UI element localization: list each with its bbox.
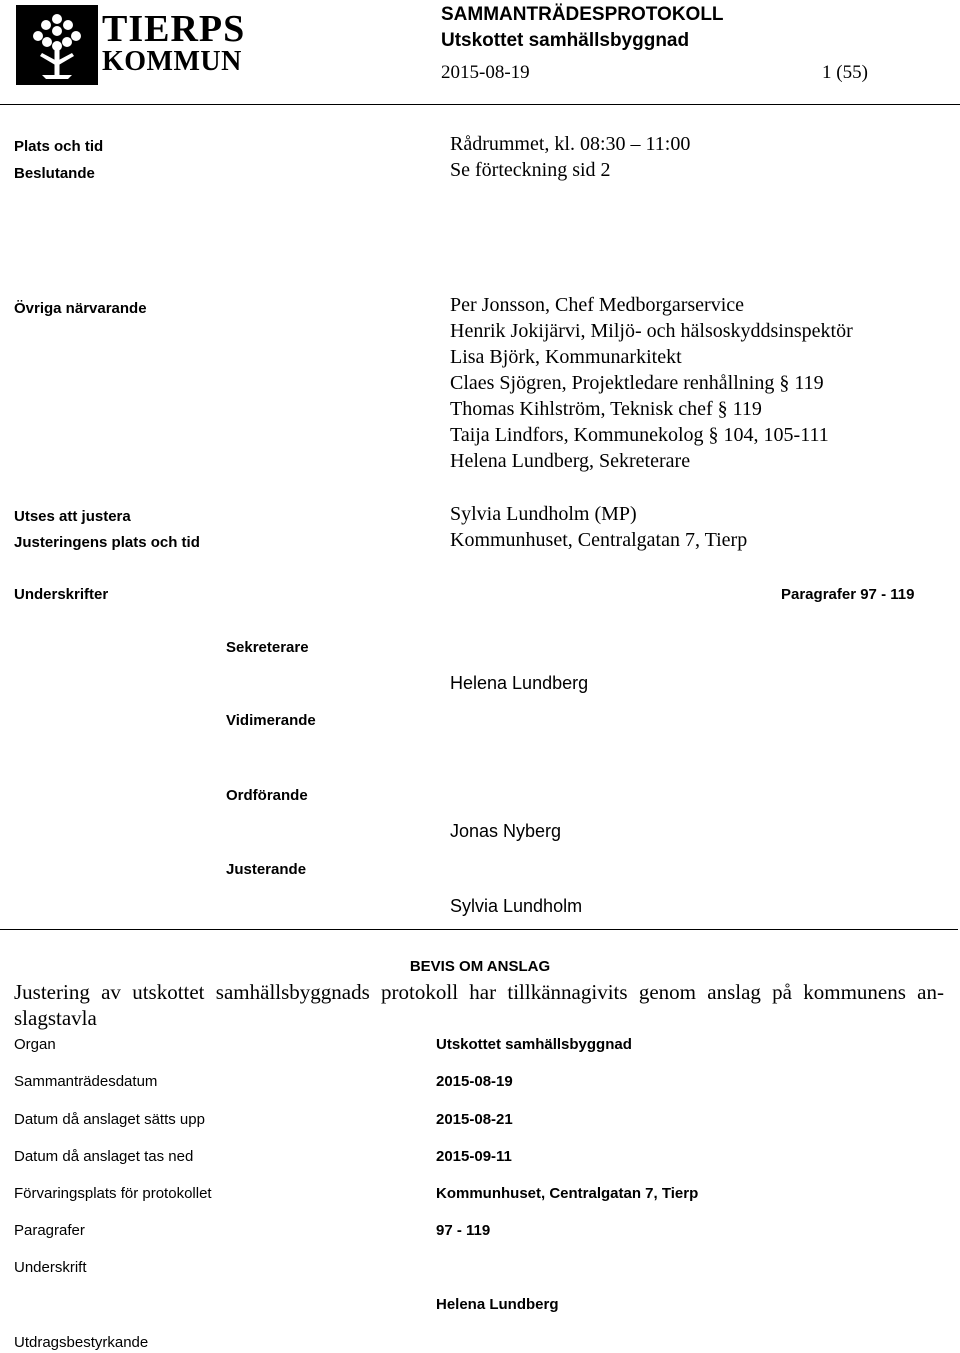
attesting-label: Vidimerande <box>226 712 316 729</box>
adjust-place-label: Justeringens plats och tid <box>14 534 200 551</box>
meeting-date-label: Sammanträdesdatum <box>14 1073 158 1090</box>
deciding-value: Se förteckning sid 2 <box>450 159 611 181</box>
paragraphs-range: Paragrafer 97 - 119 <box>781 586 915 603</box>
place-value: Rådrummet, kl. 08:30 – 11:00 <box>450 133 691 155</box>
secretary-name: Helena Lundberg <box>450 673 589 693</box>
list-item: Helena Lundberg, Sekreterare <box>450 450 691 472</box>
logo-line-1: TIERPS <box>102 8 246 50</box>
page-number: 1 (55) <box>822 62 868 83</box>
list-item: Claes Sjögren, Projektledare renhållning § 119 <box>450 372 824 394</box>
others-label: Övriga närvarande <box>14 300 147 317</box>
adjuster-sign-label: Justerande <box>226 861 307 878</box>
organ-label: Organ <box>14 1036 56 1053</box>
adjuster-label: Utses att justera <box>14 508 131 525</box>
notice-title: BEVIS OM ANSLAG <box>409 958 551 975</box>
deciding-label: Beslutande <box>14 165 95 182</box>
header-divider <box>0 104 960 105</box>
storage-value: Kommunhuset, Centralgatan 7, Tierp <box>436 1185 699 1202</box>
chair-label: Ordförande <box>226 787 308 804</box>
notice-text: Justering av utskottet samhällsbyggnads protokoll har tillkännagivits genom anslag på kommunens an-slagstavla <box>14 980 944 1030</box>
posted-date-label: Datum då anslaget sätts upp <box>14 1111 205 1128</box>
paragraphs-value: 97 - 119 <box>436 1222 491 1239</box>
list-item: Henrik Jokijärvi, Miljö- och hälsoskyddsinspektör <box>450 320 853 342</box>
removal-date-value: 2015-09-11 <box>436 1148 512 1165</box>
storage-label: Förvaringsplats för protokollet <box>14 1185 212 1202</box>
committee-name: Utskottet samhällsbyggnad <box>441 30 690 51</box>
signatures-label: Underskrifter <box>14 586 109 603</box>
municipality-logo <box>16 5 246 85</box>
organ-value: Utskottet samhällsbyggnad <box>436 1036 632 1053</box>
tree-logo-icon <box>16 5 98 85</box>
extract-label: Utdragsbestyrkande <box>14 1334 149 1351</box>
notice-divider <box>0 929 958 930</box>
document-type: SAMMANTRÄDESPROTOKOLL <box>441 4 724 25</box>
list-item: Lisa Björk, Kommunarkitekt <box>450 346 682 368</box>
adjust-place-value: Kommunhuset, Centralgatan 7, Tierp <box>450 529 748 551</box>
place-label: Plats och tid <box>14 138 104 155</box>
list-item: Thomas Kihlström, Teknisk chef § 119 <box>450 398 762 420</box>
removal-date-label: Datum då anslaget tas ned <box>14 1148 194 1165</box>
signature-label: Underskrift <box>14 1259 87 1276</box>
secretary-label: Sekreterare <box>226 639 309 656</box>
paragraphs-label: Paragrafer <box>14 1222 85 1239</box>
chair-name: Jonas Nyberg <box>450 821 562 841</box>
logo-line-2: KOMMUN <box>102 46 242 77</box>
meeting-date: 2015-08-19 <box>441 62 530 83</box>
adjuster-sign-name: Sylvia Lundholm <box>450 896 583 916</box>
posted-date-value: 2015-08-21 <box>436 1111 513 1128</box>
list-item: Per Jonsson, Chef Medborgarservice <box>450 294 745 316</box>
signature-name: Helena Lundberg <box>436 1296 559 1313</box>
meeting-date-value: 2015-08-19 <box>436 1073 513 1090</box>
list-item: Taija Lindfors, Kommunekolog § 104, 105-111 <box>450 424 829 446</box>
adjuster-value: Sylvia Lundholm (MP) <box>450 503 637 525</box>
